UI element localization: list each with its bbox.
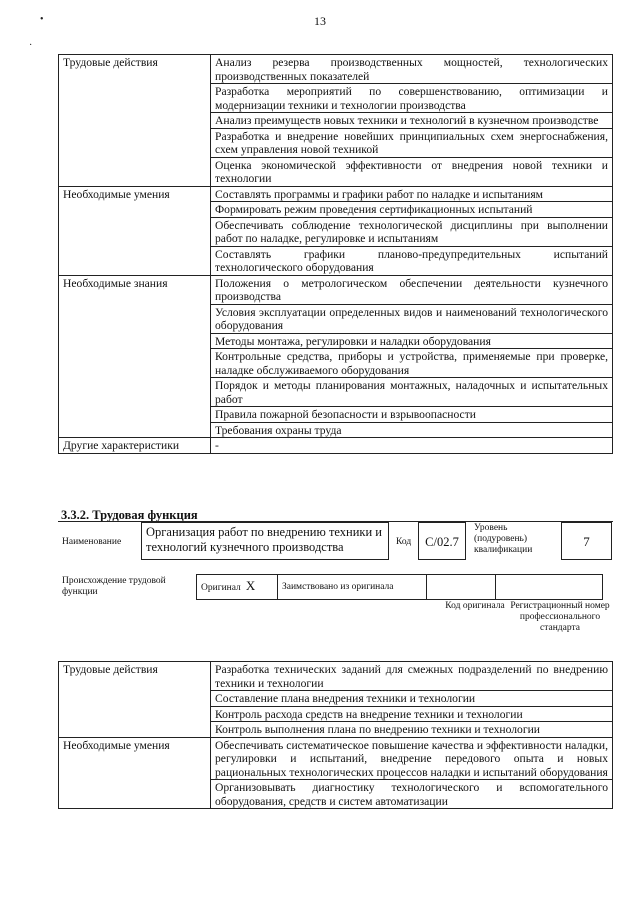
scan-dot: • bbox=[40, 14, 44, 25]
borrowed-cell bbox=[278, 575, 427, 600]
row-group-label: Необходимые знания bbox=[59, 275, 211, 438]
origin-table bbox=[196, 574, 603, 600]
row-item: Порядок и методы планирования монтажных, наладочных и испытательных работ bbox=[211, 378, 613, 407]
reg-number-caption: Регистрационный номер профессионального стандарта bbox=[510, 601, 610, 633]
scan-dot: · bbox=[29, 40, 33, 51]
row-item: Составлять программы и графики работ по наладке и испытаниям bbox=[211, 186, 613, 202]
row-group-label: Другие характеристики bbox=[59, 438, 211, 454]
qualification-level-box: 7 bbox=[561, 522, 612, 560]
row-item: Методы монтажа, регулировки и наладки оборудования bbox=[211, 333, 613, 349]
row-group-label: Необходимые умения bbox=[59, 186, 211, 275]
row-item: Составлять графики планово-предупредительных испытаний технологического оборудования bbox=[211, 246, 613, 275]
original-label: Оригинал bbox=[201, 583, 241, 593]
row-item: Обеспечивать систематическое повышение качества и эффективности наладки, регулировки и испытаний, внедрение передового опыта и новых рациональных технологических процессов наладки и испытаний оборудования bbox=[211, 737, 613, 780]
row-item: Условия эксплуатации определенных видов и наименований технологического оборудования bbox=[211, 304, 613, 333]
function-code-box: С/02.7 bbox=[418, 522, 466, 560]
row-item: Обеспечивать соблюдение технологической дисциплины при выполнении работ по наладке, регулировке и испытаниям bbox=[211, 217, 613, 246]
row-item: Контроль выполнения плана по внедрению техники и технологии bbox=[211, 722, 613, 738]
row-item: - bbox=[211, 438, 613, 454]
original-mark: X bbox=[245, 578, 256, 593]
row-item: Контроль расхода средств на внедрение техники и технологии bbox=[211, 706, 613, 722]
origin-label: Происхождение трудовой функции bbox=[62, 576, 166, 597]
table-row bbox=[59, 275, 613, 304]
row-item: Разработка мероприятий по совершенствованию, оптимизации и модернизации техники и технологии производства bbox=[211, 84, 613, 113]
row-item: Организовывать диагностику технологического и вспомогательного оборудования, средств и систем автоматизации bbox=[211, 780, 613, 809]
code-origin-cell bbox=[427, 575, 496, 600]
row-item: Требования охраны труда bbox=[211, 422, 613, 438]
row-group-label: Необходимые умения bbox=[59, 737, 211, 809]
row-item: Правила пожарной безопасности и взрывоопасности bbox=[211, 407, 613, 423]
row-item: Оценка экономической эффективности от внедрения новой техники и технологии bbox=[211, 157, 613, 186]
borrowed-label: Заимствовано из оригинала bbox=[282, 581, 394, 592]
work-function-table-1 bbox=[58, 54, 613, 454]
row-item: Разработка и внедрение новейших принципиальных схем энергоснабжения, схем управления новой техникой bbox=[211, 128, 613, 157]
row-item: Формировать режим проведения сертификационных испытаний bbox=[211, 202, 613, 218]
row-item: Составление плана внедрения техники и технологии bbox=[211, 691, 613, 707]
qualification-level-label: Уровень (подуровень) квалификации bbox=[474, 523, 533, 555]
table-row bbox=[59, 55, 613, 84]
page-number: 13 bbox=[314, 14, 326, 28]
code-label: Код bbox=[396, 537, 412, 547]
row-item: Контрольные средства, приборы и устройства, применяемые при проверке, наладке обслуживаемого оборудования bbox=[211, 349, 613, 378]
original-cell bbox=[197, 575, 278, 600]
work-function-table-2 bbox=[58, 661, 613, 809]
reg-number-cell bbox=[496, 575, 603, 600]
section-title: 3.3.2. Трудовая функция bbox=[61, 508, 198, 522]
code-origin-caption: Код оригинала bbox=[445, 601, 505, 611]
table-row bbox=[59, 186, 613, 202]
name-label: Наименование bbox=[62, 537, 122, 547]
row-item: Анализ резерва производственных мощностей, технологических производственных показателей bbox=[211, 55, 613, 84]
row-item: Разработка технических заданий для смежных подразделений по внедрению техники и технологии bbox=[211, 662, 613, 691]
row-item: Анализ преимуществ новых техники и технологий в кузнечном производстве bbox=[211, 113, 613, 129]
row-item: Положения о метрологическом обеспечении деятельности кузнечного производства bbox=[211, 275, 613, 304]
row-group-label: Трудовые действия bbox=[59, 662, 211, 738]
table-row bbox=[59, 662, 613, 691]
table-row bbox=[59, 737, 613, 780]
table-row bbox=[59, 438, 613, 454]
function-name-box: Организация работ по внедрению техники и технологий кузнечного производства bbox=[141, 522, 389, 560]
row-group-label: Трудовые действия bbox=[59, 55, 211, 187]
